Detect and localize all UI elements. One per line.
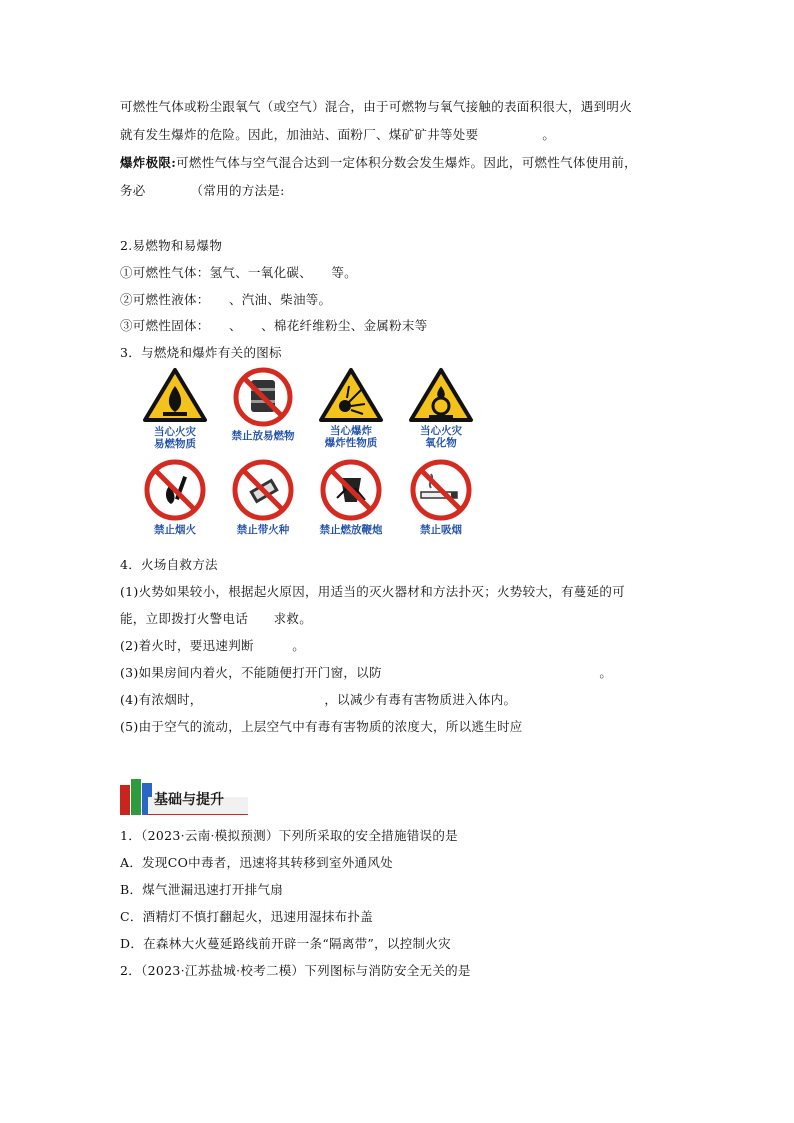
paragraph-line: (3)如果房间内着火，不能随便打开门窗，以防 。 <box>120 665 613 680</box>
paragraph-line: (5)由于空气的流动，上层空气中有毒有害物质的浓度大，所以逃生时应 <box>120 719 523 734</box>
section-heading: 3．与燃烧和爆炸有关的图标 <box>120 345 282 360</box>
list-item: ②可燃性液体： 、汽油、柴油等。 <box>120 292 332 307</box>
section-banner <box>118 775 248 815</box>
no-flammables-icon <box>213 366 313 428</box>
question-stem: 2．（2023·江苏盐城·校考二模）下列图标与消防安全无关的是 <box>120 963 471 978</box>
answer-option: D．在森林大火蔓延路线前开辟一条“隔离带”，以控制火灾 <box>120 936 451 951</box>
term-label: 爆炸极限: <box>120 155 177 170</box>
oxidizer-warning-icon <box>391 366 491 424</box>
text-line: 务必 （常用的方法是: <box>120 183 285 198</box>
banner-label: 基础与提升 <box>154 792 224 808</box>
safety-signs-grid <box>125 366 485 541</box>
sign-caption: 易燃物质 <box>154 438 196 450</box>
text-line: 就有发生爆炸的危险。因此，加油站、面粉厂、煤矿矿井等处要 。 <box>120 127 556 142</box>
section-heading: 2.易燃物和易爆物 <box>120 238 223 253</box>
paragraph-line: (2)着火时，要迅速判断 。 <box>120 638 306 653</box>
sign-no-firecrackers <box>301 458 401 544</box>
sign-caption: 禁止烟火 <box>154 524 196 536</box>
sign-caption: 氧化物 <box>425 437 457 449</box>
paragraph-line: 能，立即拨打火警电话 求救。 <box>120 611 313 626</box>
question-stem: 1．（2023·云南·模拟预测）下列所采取的安全措施错误的是 <box>120 828 458 843</box>
sign-caption: 禁止燃放鞭炮 <box>319 524 383 536</box>
no-firecrackers-icon <box>301 458 401 522</box>
answer-option: B．煤气泄漏迅速打开排气扇 <box>120 882 284 897</box>
sign-no-flammables <box>213 366 313 452</box>
paragraph-line: (4)有浓烟时， ，以减少有毒有害物质进入体内。 <box>120 692 517 707</box>
sign-caption: 禁止带火种 <box>236 524 290 536</box>
sign-caption: 当心火灾 <box>420 425 462 437</box>
text-line: 可燃性气体或粉尘跟氧气（或空气）混合，由于可燃物与氧气接触的表面积很大，遇到明火 <box>120 99 633 114</box>
sign-no-smoking <box>391 458 491 544</box>
sign-explosive-warning <box>301 366 401 452</box>
sign-no-fire <box>125 458 225 544</box>
section-heading: 4．火场自救方法 <box>120 557 218 572</box>
sign-no-kindling <box>213 458 313 544</box>
sign-oxidizer-warning <box>391 366 491 452</box>
flammable-warning-icon <box>125 366 225 426</box>
sign-caption: 禁止放易燃物 <box>231 430 295 442</box>
sign-caption: 禁止吸烟 <box>420 524 462 536</box>
paragraph-line: (1)火势如果较小，根据起火原因，用适当的灭火器材和方法扑灭；火势较大，有蔓延的可 <box>120 584 626 599</box>
answer-option: A．发现CO中毒者，迅速将其转移到室外通风处 <box>120 855 393 870</box>
sign-flammable-warning <box>125 366 225 452</box>
no-kindling-icon <box>213 458 313 522</box>
explosion-limit-line <box>120 153 637 171</box>
explosive-warning-icon <box>301 366 401 424</box>
no-fire-icon <box>125 458 225 522</box>
definition-text: 可燃性气体与空气混合达到一定体积分数会发生爆炸。因此，可燃性气体使用前， <box>176 155 637 170</box>
list-item: ③可燃性固体： 、 、棉花纤维粉尘、金属粉末等 <box>120 318 428 333</box>
answer-option: C．酒精灯不慎打翻起火，迅速用湿抹布扑盖 <box>120 909 374 924</box>
sign-caption: 爆炸性物质 <box>324 437 378 449</box>
no-smoking-icon <box>391 458 491 522</box>
sign-caption: 当心爆炸 <box>330 425 372 437</box>
sign-caption: 当心火灾 <box>154 426 196 438</box>
list-item: ①可燃性气体：氢气、一氧化碳、 等。 <box>120 265 357 280</box>
